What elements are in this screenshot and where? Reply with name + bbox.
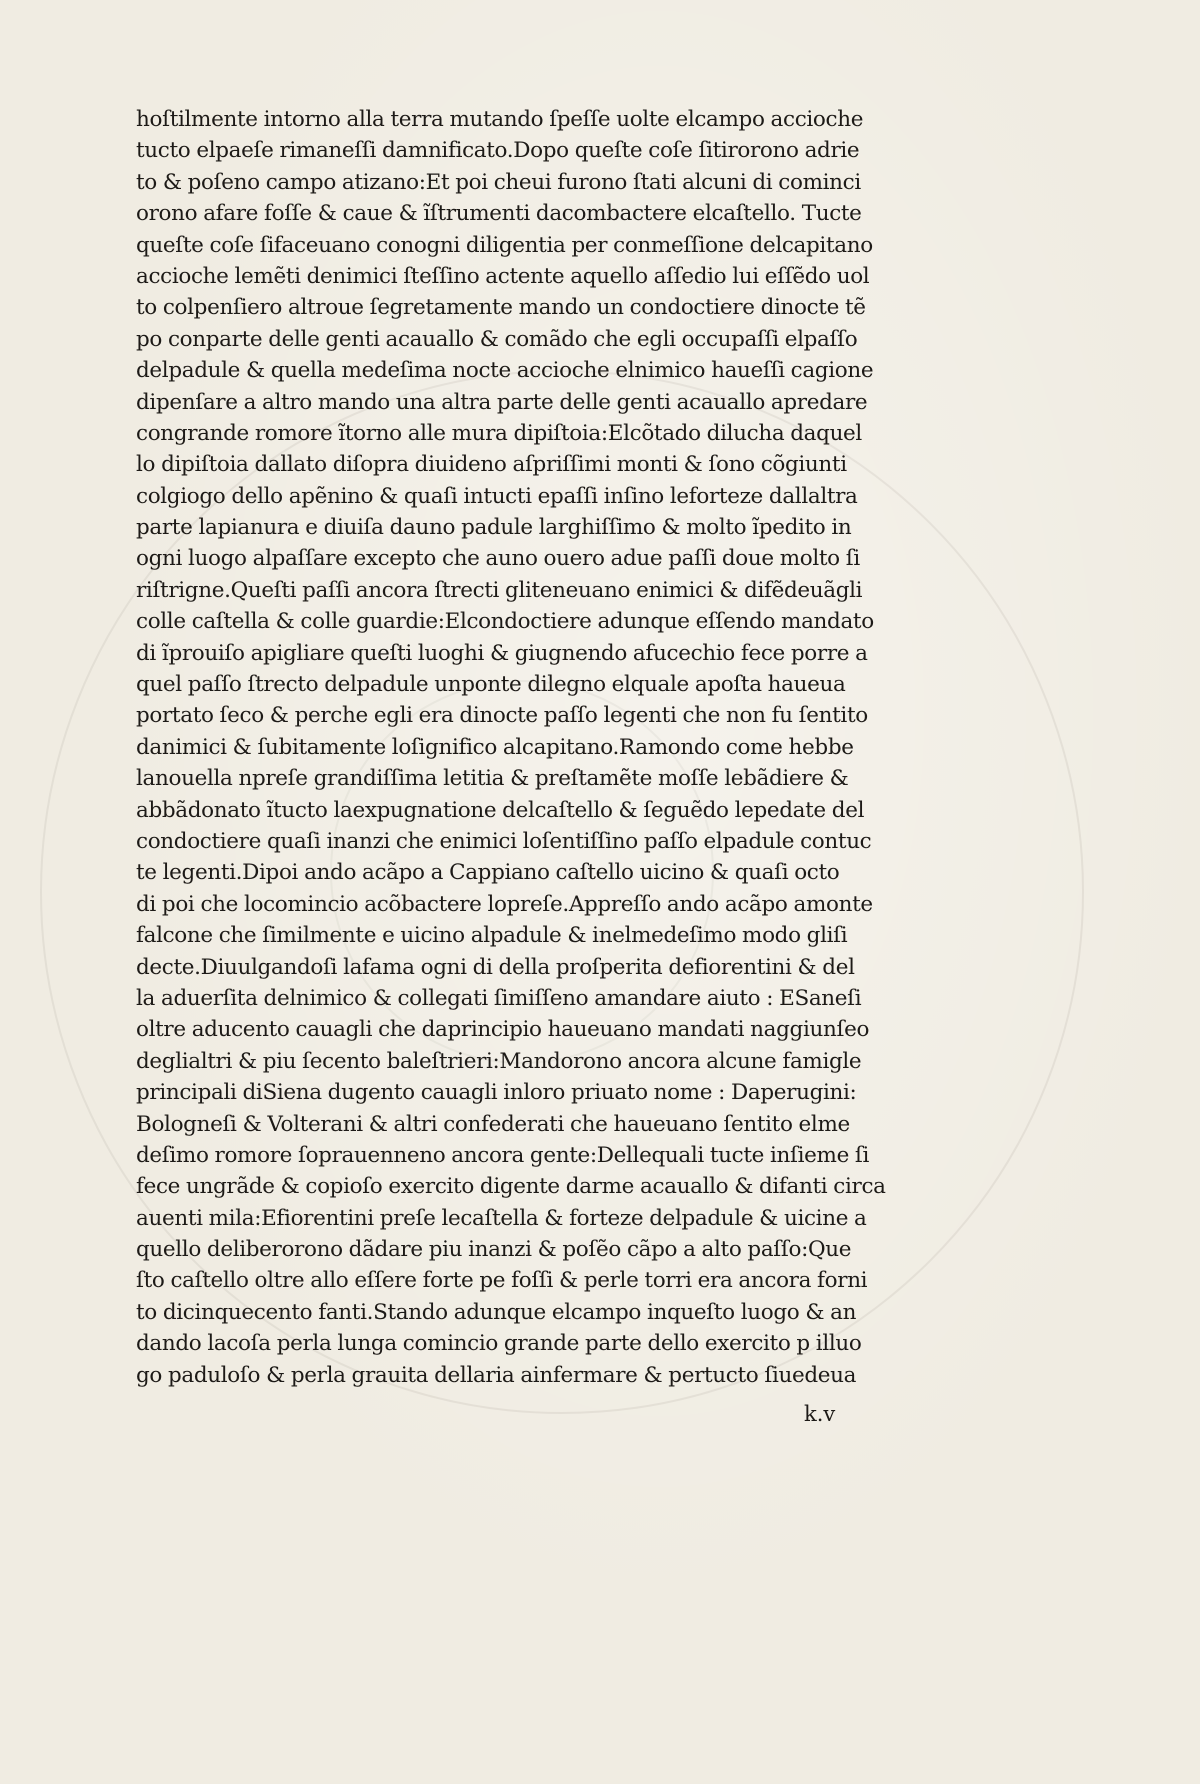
text-line: dipenſare a altro mando una altra parte delle genti acauallo apredare <box>136 389 868 415</box>
text-line: decte.Diuulgandoſi lafama ogni di della proſperita defiorentini & del <box>136 954 855 980</box>
text-line: to dicinquecento fanti.Standо adunque elcampo inqueſto luogo & an <box>136 1299 857 1325</box>
text-line: go paduloſo & perla grauita dellaria ainfermare & pertucto ſiuedeua <box>136 1362 857 1388</box>
text-line: to & poſeno campo atizano:Et poi cheui furono ſtati alcuni di cominci <box>136 169 861 195</box>
text-line: riſtrigne.Queſti paſſi ancora ſtrecti gliteneuano enimici & difẽdeuãgli <box>136 577 863 603</box>
text-line: condoctiere quaſi inanzi che enimici loſentiſſino paſſo elpadule contuc <box>136 828 872 854</box>
text-line: colgiogo dello apẽnino & quaſi intucti epaſſi inſino leforteze dallaltra <box>136 483 858 509</box>
text-line: quello deliberorono dãdare piu inanzi & poſẽo cãpo a alto paſſo:Que <box>136 1237 852 1263</box>
text-line: te legenti.Dipoi ando acãpo a Cappiano caſtello uicino & quaſi octo <box>136 860 840 886</box>
text-line: parte lapianura e diuiſa dauno padule larghiſſimo & molto ĩpedito in <box>136 515 852 541</box>
text-line: tucto elpaeſe rimaneſſi damnificato.Dopo queſte coſe ſitirorono adrie <box>136 138 860 164</box>
text-line: portato ſeco & perche egli era dinocte paſſo legenti che non fu ſentito <box>136 703 868 729</box>
text-line: di poi che locomincio acõbactere lopreſe.Appreſſo ando acãpo amonte <box>136 891 873 917</box>
text-line: hoſtilmente intorno alla terra mutando ſpeſſe uolte elcampo accioche <box>136 107 864 132</box>
text-line: falcone che ſimilmente e uicino alpadule & inelmedeſimo modo gliſi <box>136 923 848 949</box>
text-line: danimici & ſubitamente loſignifico alcapitano.Ramondo come hebbe <box>136 734 854 760</box>
text-line: abbãdonato ĩtucto laexpugnatione delcaſtello & ſeguẽdo lepedate del <box>136 797 865 823</box>
text-line: orono afare foſſe & caue & ĩſtrumenti dacombactere elcaſtello. Tucte <box>136 201 862 227</box>
text-line: principali diSiena dugento cauagli inloro priuato nome : Daperugini: <box>136 1080 857 1106</box>
signature-mark: k.v <box>804 1402 836 1426</box>
text-line: deglialtri & piu ſecento baleſtrieri:Mandorono ancora alcune famigle <box>136 1048 862 1074</box>
text-line: dando lacoſa perla lunga comincio grande parte dello exercito p illuo <box>136 1331 862 1357</box>
text-line: fece ungrãde & copioſo exercito digente darme acauallo & difanti circa <box>136 1174 886 1200</box>
text-line: di ĩprouiſo apigliare queſti luoghi & giugnendo afucechio fece porre a <box>136 640 868 666</box>
text-line: ſto caſtello oltre allo eſſere forte pe foſſi & perle torri era ancora forni <box>136 1268 868 1294</box>
text-line: deſimo romore ſoprauenneno ancora gente:Dellequali tucte inſieme ſi <box>136 1142 870 1168</box>
text-line: Bologneſi & Volterani & altri confederati che haueuano ſentito elme <box>136 1111 850 1137</box>
text-line: oltre aducento cauagli che daprincipio haueuano mandati naggiunſeo <box>136 1017 870 1043</box>
text-line: po conparte delle genti acauallo & comãdo che egli occupaſſi elpaſſo <box>136 326 858 352</box>
text-line: delpadule & quella medeſima nocte accioche elnimico haueſſi cagione <box>136 358 874 384</box>
text-line: colle caſtella & colle guardie:Elcondoctiere adunque eſſendo mandato <box>136 609 874 635</box>
text-line: auenti mila:Efiorentini preſe lecaſtella & forteze delpadule & uicine a <box>136 1205 867 1231</box>
text-line: congrande romore ĩtorno alle mura dipiſtoia:Elcõtado dilucha daquel <box>136 420 862 446</box>
text-line: lanouella npreſe grandiſſima letitia & preſtamẽte moſſe lebãdiere & <box>136 766 849 792</box>
text-line: lo dipiſtoia dallato diſopra diuideno aſpriſſimi monti & ſono cõgiunti <box>136 452 847 478</box>
text-line: to colpenſiero altroue ſegretamente mando un condoctiere dinocte tẽ <box>136 295 866 321</box>
text-line: la aduerſita delnimico & collegati ſimiſſeno amandare aiuto : ESaneſi <box>136 985 862 1011</box>
text-line: queſte coſe ſifaceuano conogni diligentia per conmeſſione delcapitano <box>136 232 873 258</box>
text-line: ogni luogo alpaſſare excepto che auno ouero adue paſſi doue molto ſi <box>136 546 860 572</box>
text-block <box>136 104 896 1391</box>
text-line: quel paſſo ſtrecto delpadule unponte dilegno elquale apoſta haueua <box>136 672 846 698</box>
text-line: accioche lemẽti denimici ſteſſino actente aquello aſſedio lui eſſẽdo uol <box>136 263 870 289</box>
